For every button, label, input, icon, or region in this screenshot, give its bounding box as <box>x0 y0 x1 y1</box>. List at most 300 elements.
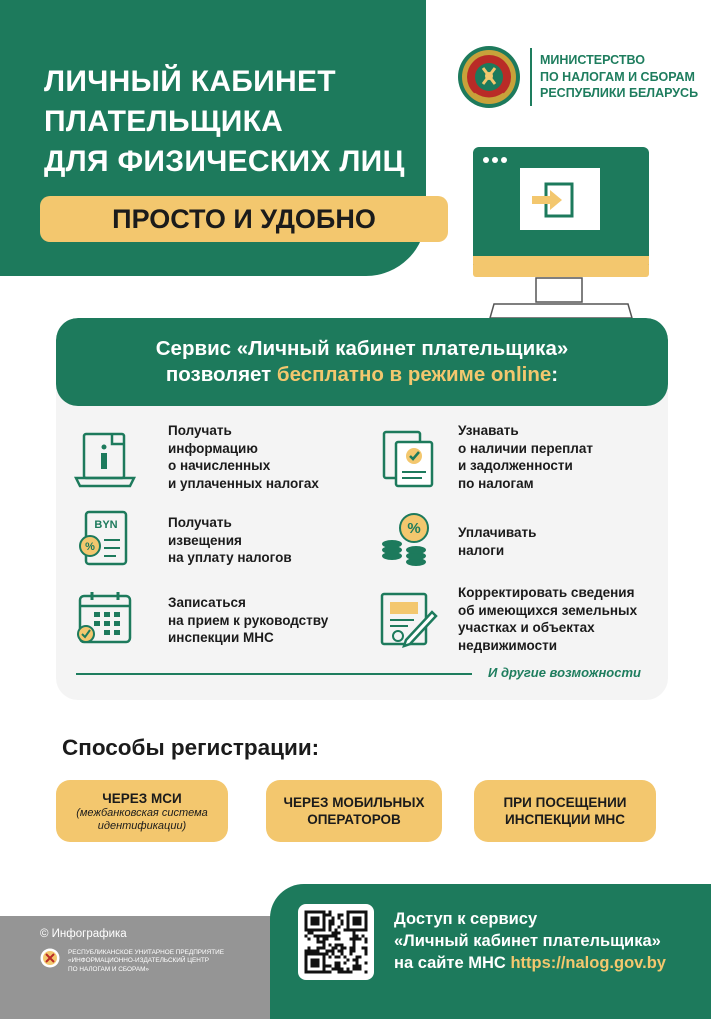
feature-info-line: Получать <box>168 423 232 438</box>
feature-pay-line: налоги <box>458 542 505 558</box>
qr-module <box>365 953 368 956</box>
qr-module <box>356 962 359 965</box>
site-link[interactable]: https://nalog.gov.by <box>510 954 666 972</box>
qr-module <box>329 926 332 929</box>
qr-module <box>362 929 365 932</box>
publisher-logo-icon <box>40 948 60 968</box>
qr-module <box>323 914 326 917</box>
qr-module <box>329 956 332 959</box>
feature-correct-line: участках и объектах <box>458 620 595 635</box>
qr-module <box>323 965 326 968</box>
copyright: © Инфографика <box>40 928 127 940</box>
qr-module <box>329 923 332 926</box>
publisher-line: ПО НАЛОГАМ И СБОРАМ» <box>68 965 149 973</box>
qr-module <box>332 932 335 935</box>
feature-correct-line: недвижимости <box>458 637 557 653</box>
qr-module <box>353 917 356 920</box>
qr-module <box>359 956 362 959</box>
qr-module <box>338 965 341 968</box>
qr-module <box>359 968 362 971</box>
qr-module <box>314 920 317 923</box>
qr-module <box>311 917 314 920</box>
qr-module <box>341 944 344 947</box>
qr-module <box>317 971 320 974</box>
qr-module <box>332 953 335 956</box>
qr-module <box>365 971 368 974</box>
qr-module <box>305 926 308 929</box>
feature-appointment-line: на прием к руководству <box>168 612 329 628</box>
qr-module <box>308 929 311 932</box>
qr-module <box>365 941 368 944</box>
qr-module <box>317 920 320 923</box>
qr-module <box>323 968 326 971</box>
qr-module <box>320 971 323 974</box>
qr-module <box>323 941 326 944</box>
access-prefix: на сайте МНС <box>394 954 511 972</box>
qr-module <box>326 971 329 974</box>
ministry-line-1: МИНИСТЕРСТВО <box>540 53 645 67</box>
qr-module <box>329 971 332 974</box>
qr-module <box>350 938 353 941</box>
ministry-emblem-icon <box>456 44 522 110</box>
qr-module <box>317 947 320 950</box>
qr-module <box>317 923 320 926</box>
qr-module <box>347 959 350 962</box>
qr-module <box>365 929 368 932</box>
qr-module <box>344 956 347 959</box>
qr-module <box>332 935 335 938</box>
feature-notices <box>168 514 292 567</box>
page-title <box>44 62 404 182</box>
qr-module <box>335 965 338 968</box>
checked-documents-icon <box>378 428 440 490</box>
qr-module <box>323 926 326 929</box>
qr-module <box>317 962 320 965</box>
service-header <box>56 318 668 406</box>
qr-module <box>359 911 362 914</box>
qr-module <box>341 923 344 926</box>
service-line-2 <box>166 362 558 388</box>
qr-module <box>305 923 308 926</box>
qr-module <box>329 929 332 932</box>
qr-module <box>347 911 350 914</box>
qr-module <box>353 938 356 941</box>
qr-module <box>305 917 308 920</box>
qr-module <box>311 920 314 923</box>
qr-module <box>305 965 308 968</box>
qr-module <box>353 911 356 914</box>
service-line-1: Сервис «Личный кабинет плательщика» <box>155 337 569 360</box>
qr-module <box>338 971 341 974</box>
byn-notice-icon <box>74 510 136 572</box>
qr-module <box>356 920 359 923</box>
qr-module <box>314 959 317 962</box>
qr-module <box>311 929 314 932</box>
qr-module <box>332 917 335 920</box>
svg-text:%: % <box>407 520 421 537</box>
feature-correct-line: об имеющихся земельных <box>458 602 638 618</box>
qr-module <box>305 911 308 914</box>
qr-module <box>353 944 356 947</box>
qr-module <box>356 923 359 926</box>
svg-text:%: % <box>85 541 95 553</box>
qr-module <box>347 917 350 920</box>
qr-module <box>311 911 314 914</box>
qr-module <box>308 938 311 941</box>
qr-module <box>338 938 341 941</box>
registration-option-label: ОПЕРАТОРОВ <box>307 812 401 827</box>
qr-module <box>311 932 314 935</box>
qr-module <box>347 971 350 974</box>
qr-module <box>332 968 335 971</box>
feature-info-line: и уплаченных налогах <box>168 475 319 491</box>
qr-module <box>326 950 329 953</box>
registration-option-msi <box>56 780 228 842</box>
qr-module <box>323 911 326 914</box>
qr-module <box>305 968 308 971</box>
qr-module <box>329 914 332 917</box>
qr-module <box>341 968 344 971</box>
qr-module <box>338 926 341 929</box>
qr-module <box>335 929 338 932</box>
qr-module <box>305 953 308 956</box>
qr-module <box>317 950 320 953</box>
ministry-line-3: РЕСПУБЛИКИ БЕЛАРУСЬ <box>540 86 699 100</box>
feature-info <box>168 422 319 492</box>
more-divider <box>76 673 472 675</box>
qr-module <box>365 920 368 923</box>
qr-module <box>323 947 326 950</box>
qr-module <box>347 968 350 971</box>
feature-info-line: информацию <box>168 440 258 456</box>
qr-module <box>353 932 356 935</box>
qr-module <box>359 965 362 968</box>
qr-module <box>329 935 332 938</box>
qr-module <box>323 944 326 947</box>
qr-module <box>326 935 329 938</box>
registration-option-mobile <box>266 780 442 842</box>
qr-module <box>365 911 368 914</box>
qr-module <box>344 929 347 932</box>
feature-appointment-line: Записаться <box>168 595 246 610</box>
qr-module <box>347 926 350 929</box>
qr-module <box>341 920 344 923</box>
feature-pay <box>458 524 536 559</box>
registration-option-inspection <box>474 780 656 842</box>
qr-module <box>323 971 326 974</box>
qr-module <box>320 953 323 956</box>
qr-module <box>305 971 308 974</box>
qr-module <box>353 923 356 926</box>
service-highlight: бесплатно в режиме online <box>276 363 552 386</box>
qr-module <box>329 950 332 953</box>
feature-appointment-line: инспекции МНС <box>168 630 274 645</box>
qr-module <box>365 947 368 950</box>
feature-info-line: о начисленных <box>168 458 271 473</box>
qr-module <box>350 950 353 953</box>
qr-module <box>305 914 308 917</box>
qr-module <box>347 920 350 923</box>
qr-module <box>335 947 338 950</box>
qr-module <box>320 929 323 932</box>
feature-overpayment-line: и задолженности <box>458 458 573 473</box>
qr-module <box>356 959 359 962</box>
qr-module <box>314 917 317 920</box>
qr-module <box>338 932 341 935</box>
qr-module <box>359 923 362 926</box>
qr-module <box>335 962 338 965</box>
qr-module <box>308 953 311 956</box>
feature-correct <box>458 584 637 654</box>
qr-module <box>323 959 326 962</box>
qr-module <box>314 953 317 956</box>
qr-module <box>323 923 326 926</box>
feature-notices-line: на уплату налогов <box>168 550 292 565</box>
qr-module <box>335 938 338 941</box>
qr-module <box>329 965 332 968</box>
qr-module <box>317 965 320 968</box>
calendar-check-icon <box>74 588 136 650</box>
ministry-line-2: ПО НАЛОГАМ И СБОРАМ <box>540 69 695 84</box>
qr-module <box>335 944 338 947</box>
qr-module <box>356 917 359 920</box>
qr-module <box>308 911 311 914</box>
qr-module <box>326 938 329 941</box>
qr-module <box>314 950 317 953</box>
qr-module <box>353 968 356 971</box>
publisher-name <box>68 949 224 974</box>
title-line-2: ПЛАТЕЛЬЩИКА <box>44 105 284 138</box>
coins-percent-icon <box>378 510 440 572</box>
qr-module <box>317 917 320 920</box>
qr-module <box>353 950 356 953</box>
qr-module <box>326 965 329 968</box>
qr-module <box>311 950 314 953</box>
qr-module <box>332 950 335 953</box>
qr-module <box>338 917 341 920</box>
qr-module <box>305 935 308 938</box>
registration-option-note: (межбанковская система <box>76 806 208 819</box>
qr-module <box>317 938 320 941</box>
qr-module <box>317 935 320 938</box>
qr-module <box>326 914 329 917</box>
qr-module <box>344 947 347 950</box>
qr-module <box>359 929 362 932</box>
qr-module <box>311 953 314 956</box>
qr-module <box>323 917 326 920</box>
qr-module <box>326 953 329 956</box>
qr-module <box>311 923 314 926</box>
qr-module <box>353 941 356 944</box>
qr-module <box>335 932 338 935</box>
qr-module <box>332 923 335 926</box>
qr-module <box>308 950 311 953</box>
qr-module <box>356 956 359 959</box>
qr-module <box>311 971 314 974</box>
edit-document-icon <box>378 588 440 650</box>
qr-module <box>329 911 332 914</box>
qr-module <box>356 968 359 971</box>
qr-module <box>314 971 317 974</box>
feature-overpayment-line: по налогам <box>458 475 534 491</box>
qr-module <box>329 920 332 923</box>
service-card <box>56 318 668 700</box>
qr-module <box>341 950 344 953</box>
qr-module <box>353 929 356 932</box>
info-document-icon <box>74 428 136 490</box>
publisher-line: РЕСПУБЛИКАНСКОЕ УНИТАРНОЕ ПРЕДПРИЯТИЕ <box>68 949 225 956</box>
feature-correct-line: Корректировать сведения <box>458 585 635 600</box>
more-features: И другие возможности <box>488 665 641 680</box>
qr-module <box>344 971 347 974</box>
qr-module <box>314 965 317 968</box>
qr-module <box>341 914 344 917</box>
qr-module <box>350 911 353 914</box>
qr-module <box>305 959 308 962</box>
registration-option-note: идентификации) <box>97 819 187 832</box>
qr-module <box>362 935 365 938</box>
qr-module <box>335 935 338 938</box>
qr-module <box>308 947 311 950</box>
qr-code-icon <box>298 904 374 980</box>
qr-module <box>323 953 326 956</box>
qr-module <box>338 914 341 917</box>
qr-module <box>320 911 323 914</box>
registration-option-label: ИНСПЕКЦИИ МНС <box>505 812 625 827</box>
svg-text:BYN: BYN <box>94 519 118 531</box>
qr-module <box>320 935 323 938</box>
qr-module <box>365 914 368 917</box>
qr-module <box>314 911 317 914</box>
qr-module <box>311 965 314 968</box>
qr-module <box>347 923 350 926</box>
qr-module <box>353 959 356 962</box>
qr-module <box>317 959 320 962</box>
qr-module <box>362 911 365 914</box>
subtitle-banner: ПРОСТО И УДОБНО <box>40 196 448 242</box>
qr-module <box>320 947 323 950</box>
qr-module <box>323 938 326 941</box>
qr-module <box>365 923 368 926</box>
qr-module <box>356 935 359 938</box>
qr-module <box>320 941 323 944</box>
qr-module <box>362 947 365 950</box>
qr-module <box>356 911 359 914</box>
access-line-2: «Личный кабинет плательщика» <box>394 932 661 950</box>
qr-module <box>353 965 356 968</box>
qr-code[interactable] <box>298 904 374 980</box>
qr-module <box>323 935 326 938</box>
qr-module <box>311 959 314 962</box>
feature-appointment <box>168 594 328 647</box>
qr-module <box>353 935 356 938</box>
title-line-1: ЛИЧНЫЙ КАБИНЕТ <box>44 65 336 98</box>
qr-module <box>365 917 368 920</box>
qr-module <box>311 962 314 965</box>
title-line-3: ДЛЯ ФИЗИЧЕСКИХ ЛИЦ <box>44 145 405 178</box>
qr-module <box>305 929 308 932</box>
qr-module <box>323 962 326 965</box>
ministry-name <box>540 52 698 102</box>
qr-module <box>365 950 368 953</box>
qr-module <box>305 962 308 965</box>
qr-module <box>317 953 320 956</box>
qr-module <box>356 965 359 968</box>
publisher-line: «ИНФОРМАЦИОННО-ИЗДАТЕЛЬСКИЙ ЦЕНТР <box>68 957 210 965</box>
access-info <box>394 908 666 974</box>
qr-module <box>350 929 353 932</box>
qr-module <box>356 938 359 941</box>
qr-module <box>314 962 317 965</box>
registration-option-label: ЧЕРЕЗ МОБИЛЬНЫХ <box>283 795 425 810</box>
qr-module <box>314 923 317 926</box>
qr-module <box>305 950 308 953</box>
qr-module <box>323 956 326 959</box>
qr-module <box>314 929 317 932</box>
feature-overpayment-line: о наличии переплат <box>458 440 593 456</box>
registration-option-label: ПРИ ПОСЕЩЕНИИ <box>503 795 627 810</box>
qr-module <box>317 911 320 914</box>
qr-module <box>308 932 311 935</box>
qr-module <box>314 935 317 938</box>
qr-module <box>305 920 308 923</box>
qr-module <box>344 962 347 965</box>
qr-module <box>341 953 344 956</box>
qr-module <box>341 971 344 974</box>
qr-module <box>359 917 362 920</box>
qr-module <box>338 956 341 959</box>
qr-module <box>338 962 341 965</box>
qr-module <box>317 929 320 932</box>
qr-module <box>335 956 338 959</box>
access-line-3 <box>394 952 666 974</box>
qr-module <box>350 947 353 950</box>
qr-module <box>359 938 362 941</box>
feature-notices-line: Получать <box>168 515 232 530</box>
qr-module <box>350 971 353 974</box>
qr-module <box>350 953 353 956</box>
qr-module <box>305 956 308 959</box>
computer-login-icon <box>472 146 656 328</box>
service-line-2-prefix: позволяет <box>165 363 277 386</box>
ministry-divider <box>530 48 532 106</box>
qr-module <box>356 929 359 932</box>
qr-module <box>365 938 368 941</box>
qr-module <box>317 941 320 944</box>
feature-overpayment <box>458 422 593 492</box>
feature-overpayment-line: Узнавать <box>458 423 519 438</box>
feature-notices-line: извещения <box>168 532 242 548</box>
qr-module <box>323 929 326 932</box>
qr-module <box>338 950 341 953</box>
qr-module <box>329 944 332 947</box>
qr-module <box>335 968 338 971</box>
qr-module <box>332 947 335 950</box>
qr-module <box>341 947 344 950</box>
feature-pay-line: Уплачивать <box>458 525 537 540</box>
qr-module <box>323 920 326 923</box>
access-line-1: Доступ к сервису <box>394 910 538 928</box>
qr-module <box>332 920 335 923</box>
qr-module <box>365 962 368 965</box>
qr-module <box>347 929 350 932</box>
qr-module <box>308 971 311 974</box>
registration-title: Способы регистрации: <box>62 735 320 760</box>
qr-module <box>338 968 341 971</box>
qr-module <box>347 914 350 917</box>
qr-module <box>359 920 362 923</box>
qr-module <box>353 947 356 950</box>
